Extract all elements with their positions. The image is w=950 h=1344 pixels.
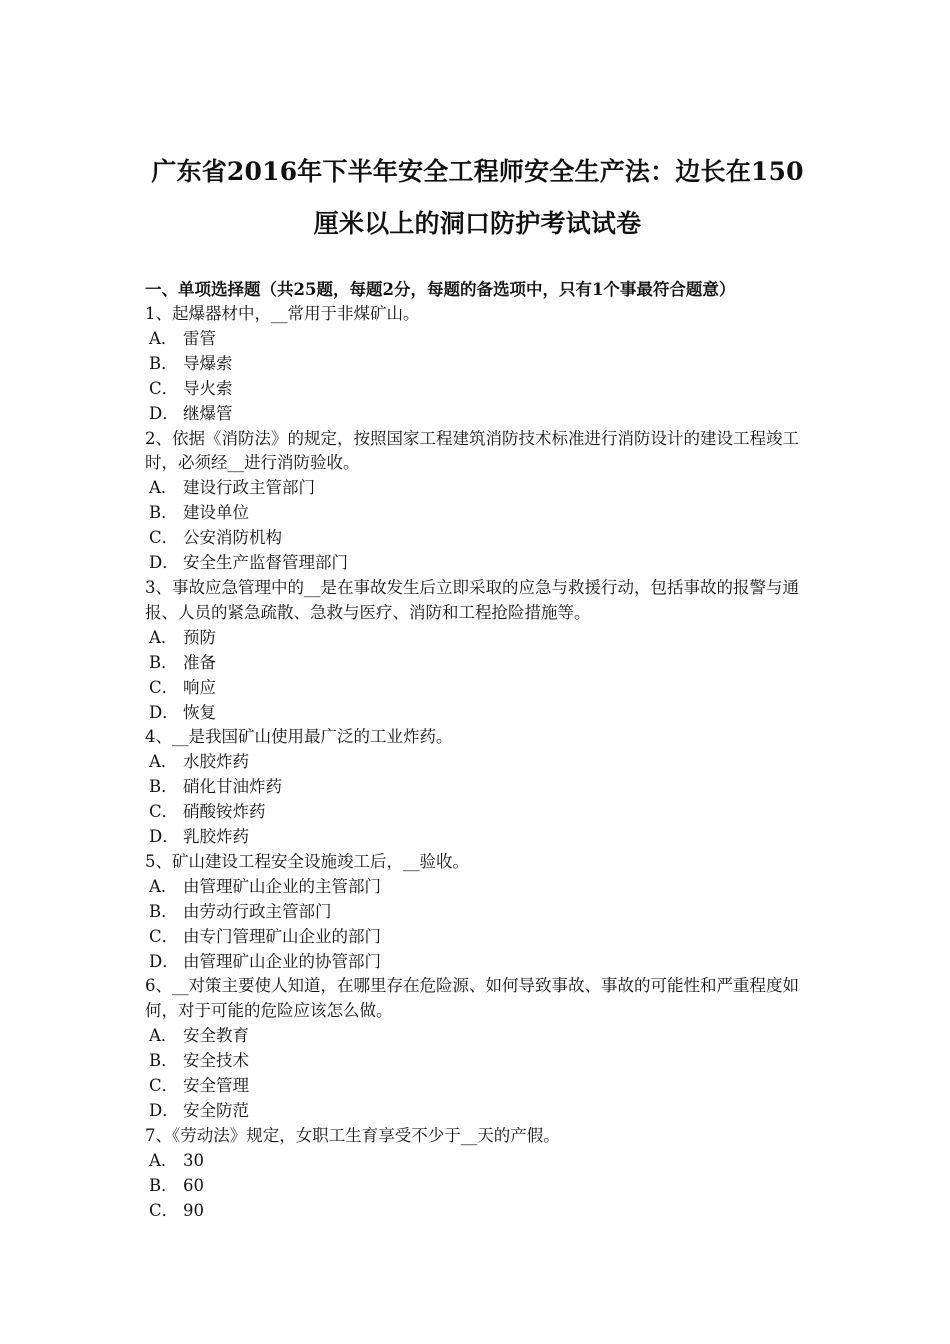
option-text: 雷管 [183,328,216,348]
option-text: 导火索 [183,378,233,398]
option-letter: D． [149,951,179,971]
option-text: 90 [183,1200,204,1220]
answer-option [145,1099,810,1124]
option-text: 由管理矿山企业的主管部门 [183,876,381,896]
option-text: 安全技术 [183,1051,249,1071]
option-letter: A． [149,1026,178,1046]
question-item [145,427,810,576]
answer-option [145,1174,810,1199]
answer-option [145,1024,810,1049]
question-text: 1、起爆器材中，__常用于非煤矿山。 [145,304,420,323]
section-heading: 一、单项选择题（共25题，每题2分，每题的备选项中，只有1个事最符合题意） [145,280,736,299]
option-letter: A． [149,478,178,498]
option-letter: A． [149,627,178,647]
option-letter: C． [149,378,179,398]
option-text: 安全教育 [183,1026,249,1046]
option-text: 30 [183,1150,204,1170]
question-item [145,1124,810,1224]
option-text: 响应 [183,677,216,697]
answer-option [145,626,810,651]
answer-option [145,476,810,501]
option-letter: C． [149,677,179,697]
option-letter: D． [149,1101,179,1120]
option-letter: A． [149,328,178,348]
option-text: 公安消防机构 [183,528,282,548]
option-letter: A． [149,752,178,772]
question-item [145,576,810,725]
option-text: 由管理矿山企业的协管部门 [183,951,381,971]
option-letter: A． [149,876,178,896]
answer-option [145,701,810,726]
answer-option [145,900,810,925]
option-text: 建设行政主管部门 [183,478,315,498]
option-letter: B． [149,503,178,523]
option-letter: D． [149,403,179,423]
answer-option [145,1049,810,1074]
answer-option [145,1074,810,1099]
option-letter: D． [149,702,179,722]
question-text: 6、__对策主要使人知道，在哪里存在危险源、如何导致事故、事故的可能性和严重程度如何，对于可能的危险应该怎么做。 [145,976,799,1021]
option-text: 硝酸铵炸药 [183,802,266,822]
option-letter: B． [149,1051,178,1071]
answer-option [145,651,810,676]
answer-option [145,775,810,800]
answer-option [145,825,810,850]
question-item [145,302,810,427]
option-text: 预防 [183,627,216,647]
question-item [145,850,810,975]
answer-option [145,377,810,402]
answer-option [145,352,810,377]
option-letter: B． [149,652,178,672]
option-letter: D． [149,827,179,847]
answer-option [145,1149,810,1174]
question-list [145,302,810,1224]
question-item [145,725,810,850]
option-letter: C． [149,926,179,946]
option-letter: C． [149,1076,179,1096]
option-text: 硝化甘油炸药 [183,777,282,797]
question-text: 3、事故应急管理中的__是在事故发生后立即采取的应急与救援行动，包括事故的报警与通报、人员的紧急疏散、急救与医疗、消防和工程抢险措施等。 [145,577,799,622]
question-text: 2、依据《消防法》的规定，按照国家工程建筑消防技术标准进行消防设计的建设工程竣工时，必须经__进行消防验收。 [145,428,799,473]
option-text: 导爆索 [183,353,233,373]
answer-option [145,501,810,526]
option-text: 安全生产监督管理部门 [183,553,348,573]
option-text: 准备 [183,652,216,672]
option-text: 安全防范 [183,1101,249,1120]
title-line-1: 广东省2016年下半年安全工程师安全生产法：边长在150 [151,157,804,186]
answer-option [145,950,810,975]
answer-option [145,551,810,576]
answer-option [145,676,810,701]
document-title [145,146,810,250]
question-item [145,974,810,1123]
option-text: 继爆管 [183,403,233,423]
title-line-2: 厘米以上的洞口防护考试试卷 [313,209,642,238]
question-text: 5、矿山建设工程安全设施竣工后，__验收。 [145,851,469,871]
option-letter: D． [149,553,179,573]
answer-option [145,750,810,775]
option-text: 建设单位 [183,503,249,523]
option-letter: C． [149,528,179,548]
option-letter: B． [149,777,178,797]
option-letter: C． [149,802,179,822]
question-text: 7、《劳动法》规定，女职工生育享受不少于__天的产假。 [145,1125,560,1145]
question-text: 4、__是我国矿山使用最广泛的工业炸药。 [145,727,453,747]
option-text: 由劳动行政主管部门 [183,901,332,921]
answer-option [145,800,810,825]
answer-option [145,875,810,900]
option-letter: B． [149,353,178,373]
answer-option [145,402,810,427]
answer-option [145,925,810,950]
option-text: 60 [183,1175,204,1195]
option-text: 水胶炸药 [183,752,249,772]
option-letter: A． [149,1150,178,1170]
option-letter: C． [149,1200,179,1220]
answer-option [145,526,810,551]
option-text: 恢复 [183,702,216,722]
option-text: 安全管理 [183,1076,249,1096]
answer-option [145,1199,810,1224]
option-text: 由专门管理矿山企业的部门 [183,926,381,946]
option-letter: B． [149,1175,178,1195]
answer-option [145,327,810,352]
option-text: 乳胶炸药 [183,827,249,847]
option-letter: B． [149,901,178,921]
